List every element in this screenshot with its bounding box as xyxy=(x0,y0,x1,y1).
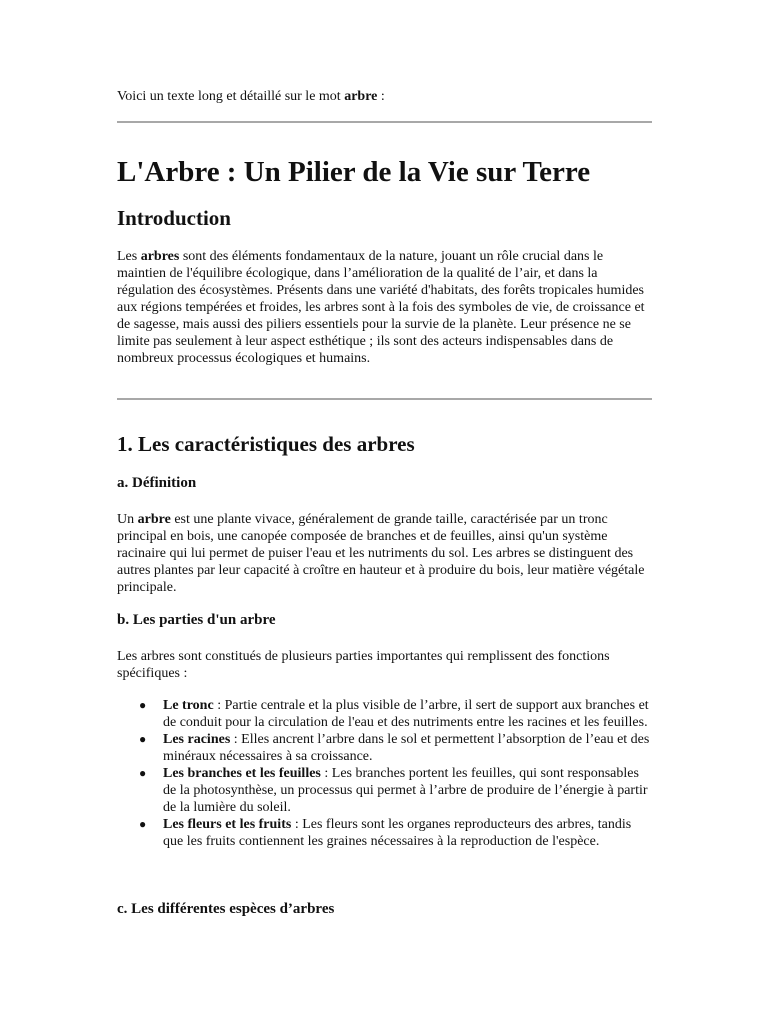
list-item xyxy=(139,731,652,765)
list-item-text: : Elles ancrent l’arbre dans le sol et permettent l’absorption de l’eau et des minéraux nécessaires à sa croissance. xyxy=(163,732,650,764)
species-heading: c. Les différentes espèces d’arbres xyxy=(117,901,335,917)
list-item xyxy=(139,816,652,850)
intro-line-keyword: arbre xyxy=(344,89,378,104)
horizontal-rule xyxy=(117,398,652,400)
list-item xyxy=(139,697,652,731)
introduction-lead: Les xyxy=(117,249,141,264)
bullet-icon: ● xyxy=(139,732,147,746)
intro-line-text: Voici un texte long et détaillé sur le mot xyxy=(117,89,345,104)
list-item-text: : Partie centrale et la plus visible de l’arbre, il sert de support aux branches et de conduit pour la circulation de l'eau et des nutriments entre les racines et les feuilles. xyxy=(163,698,649,730)
list-item-text: : Les branches portent les feuilles, qui sont responsables de la photosynthèse, un processus qui permet à l’arbre de produire de l’énergie à partir de la lumière du soleil. xyxy=(163,766,648,815)
intro-line xyxy=(117,88,385,105)
intro-line-colon: : xyxy=(377,89,385,104)
introduction-paragraph xyxy=(117,248,652,367)
introduction-heading: Introduction xyxy=(117,206,231,230)
parts-list xyxy=(117,697,652,850)
definition-heading: a. Définition xyxy=(117,475,197,491)
horizontal-rule xyxy=(117,121,652,123)
definition-lead: Un xyxy=(117,512,138,527)
section-heading: 1. Les caractéristiques des arbres xyxy=(117,432,415,456)
definition-body: est une plante vivace, généralement de grande taille, caractérisée par un tronc principal en bois, une canopée composée de branches et de feuilles, ainsi qu'un système racinaire qui lui permet de puiser l'eau et les nutriments du sol. Les arbres se distinguent des autres plantes par leur capacité à croître en hauteur et à produire du bois, leur matière végétale principale. xyxy=(117,512,645,595)
bullet-icon: ● xyxy=(139,698,147,712)
introduction-body: sont des éléments fondamentaux de la nature, jouant un rôle crucial dans le maintien de l'équilibre écologique, dans l’amélioration de la qualité de l’air, et dans la régulation des écosystèmes. Présents dans une variété d'habitats, des forêts tropicales humides aux régions tempérées et froides, les arbres sont à la fois des symboles de vie, de croissance et de sagesse, mais aussi des piliers essentiels pour la survie de la planète. Leur présence ne se limite pas seulement à leur aspect esthétique ; ils sont des acteurs indispensables dans de nombreux processus écologiques et humains. xyxy=(117,249,645,366)
list-item-text: : Les fleurs sont les organes reproducteurs des arbres, tandis que les fruits contiennent les graines nécessaires à la reproduction de l'espèce. xyxy=(163,817,632,849)
list-item-term: Les racines xyxy=(163,732,231,747)
definition-paragraph xyxy=(117,511,652,596)
parts-heading: b. Les parties d'un arbre xyxy=(117,612,276,628)
list-item-term: Le tronc xyxy=(163,698,214,713)
definition-keyword: arbre xyxy=(137,512,171,527)
bullet-icon: ● xyxy=(139,766,147,780)
parts-intro-paragraph: Les arbres sont constitués de plusieurs parties importantes qui remplissent des fonctions spécifiques : xyxy=(117,649,610,681)
list-item-term: Les branches et les feuilles xyxy=(163,766,321,781)
bullet-icon: ● xyxy=(139,817,147,831)
list-item xyxy=(139,765,652,816)
document-title: L'Arbre : Un Pilier de la Vie sur Terre xyxy=(117,156,591,188)
introduction-keyword: arbres xyxy=(140,249,180,264)
list-item-term: Les fleurs et les fruits xyxy=(163,817,292,832)
